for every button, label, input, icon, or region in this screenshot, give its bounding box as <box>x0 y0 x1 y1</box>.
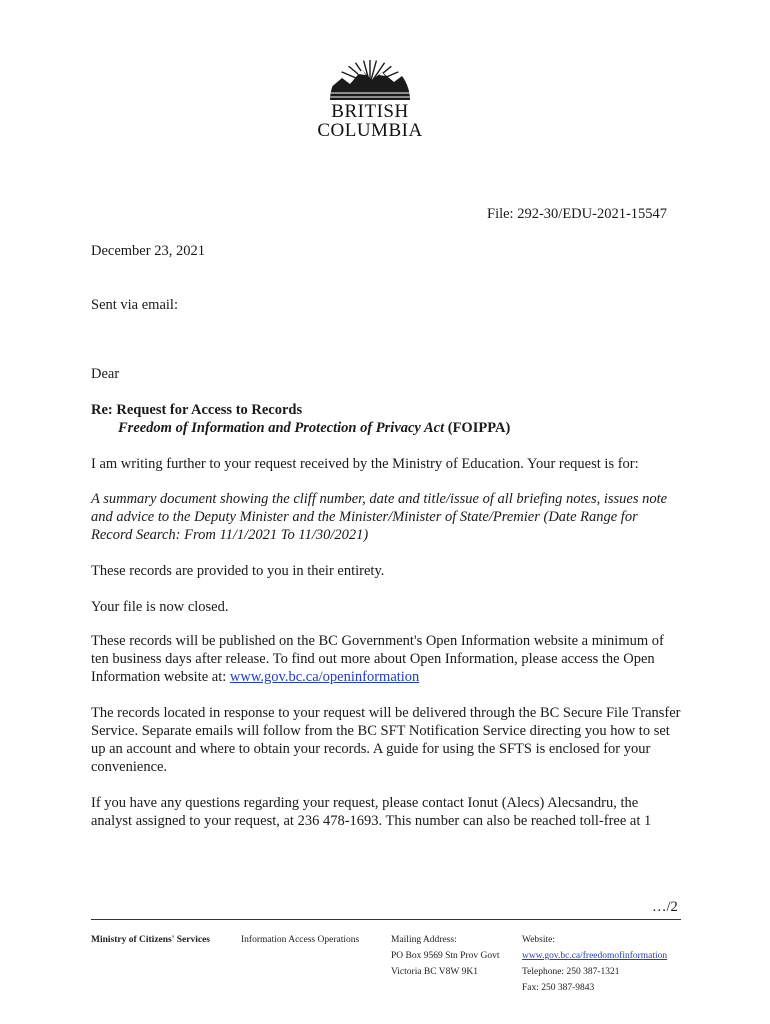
logo-text-british: BRITISH <box>331 101 409 122</box>
footer-website-link[interactable]: www.gov.bc.ca/freedomofinformation <box>522 951 668 961</box>
footer-mailing-label: Mailing Address: <box>391 935 457 945</box>
footer-branch: Information Access Operations <box>241 935 360 945</box>
act-name: Freedom of Information and Protection of Privacy Act <box>118 420 445 436</box>
open-information-link[interactable]: www.gov.bc.ca/openinformation <box>229 669 420 685</box>
act-acronym: (FOIPPA) <box>444 420 511 436</box>
footer-mailing-line1: PO Box 9569 Stn Prov Govt <box>391 951 500 961</box>
footer-website-label: Website: <box>522 935 556 945</box>
body-paragraph-request-text: A summary document showing the cliff number, date and title/issue of all briefing notes, issues note and advice to the Deputy Minister and the Minister/Minister of State/Premier (Date Range for Record Search: From 11/1/2021 To 11/30/2021) <box>91 491 668 543</box>
re-act-line <box>118 419 510 437</box>
body-paragraph-contact: If you have any questions regarding your request, please contact Ionut (Alecs) Alecsandru, the analyst assigned to your request, at 236 478-1693. This number can also be reached toll-free at 1 <box>91 795 652 829</box>
mountain-sun-emblem-icon <box>328 44 412 102</box>
sent-via-line: Sent via email: <box>91 297 178 313</box>
footer-ministry: Ministry of Citizens' Services <box>91 935 210 945</box>
bc-government-logo <box>312 44 428 150</box>
letter-date: December 23, 2021 <box>91 243 205 259</box>
file-reference: File: 292-30/EDU-2021-15547 <box>487 206 668 222</box>
body-paragraph-open-information <box>91 632 681 686</box>
footer-fax: Fax: 250 387-9843 <box>522 983 595 993</box>
body-paragraph-sfts: The records located in response to your request will be delivered through the BC Secure File Transfer Service. Separate emails will follow from the BC SFT Notification Service directing you how to set up an account and where to obtain your records. A guide for using the SFTS is enclosed for your convenience. <box>91 705 681 775</box>
re-subject-line: Re: Request for Access to Records <box>91 402 303 418</box>
footer-telephone: Telephone: 250 387-1321 <box>522 967 620 977</box>
footer-mailing-line2: Victoria BC V8W 9K1 <box>391 967 478 977</box>
body-paragraph-request-intro: I am writing further to your request received by the Ministry of Education. Your request is for: <box>91 456 639 472</box>
page-continuation-marker: …/2 <box>652 899 678 915</box>
open-information-text: These records will be published on the BC Government's Open Information website a minimum of ten business days after release. To find out more about Open Information, please access the Open Information website at: <box>91 633 664 685</box>
body-paragraph-file-closed: Your file is now closed. <box>91 599 229 615</box>
footer-divider <box>91 919 681 920</box>
body-paragraph-entirety: These records are provided to you in their entirety. <box>91 563 385 579</box>
logo-text-columbia: COLUMBIA <box>317 120 423 141</box>
salutation: Dear <box>91 366 120 382</box>
